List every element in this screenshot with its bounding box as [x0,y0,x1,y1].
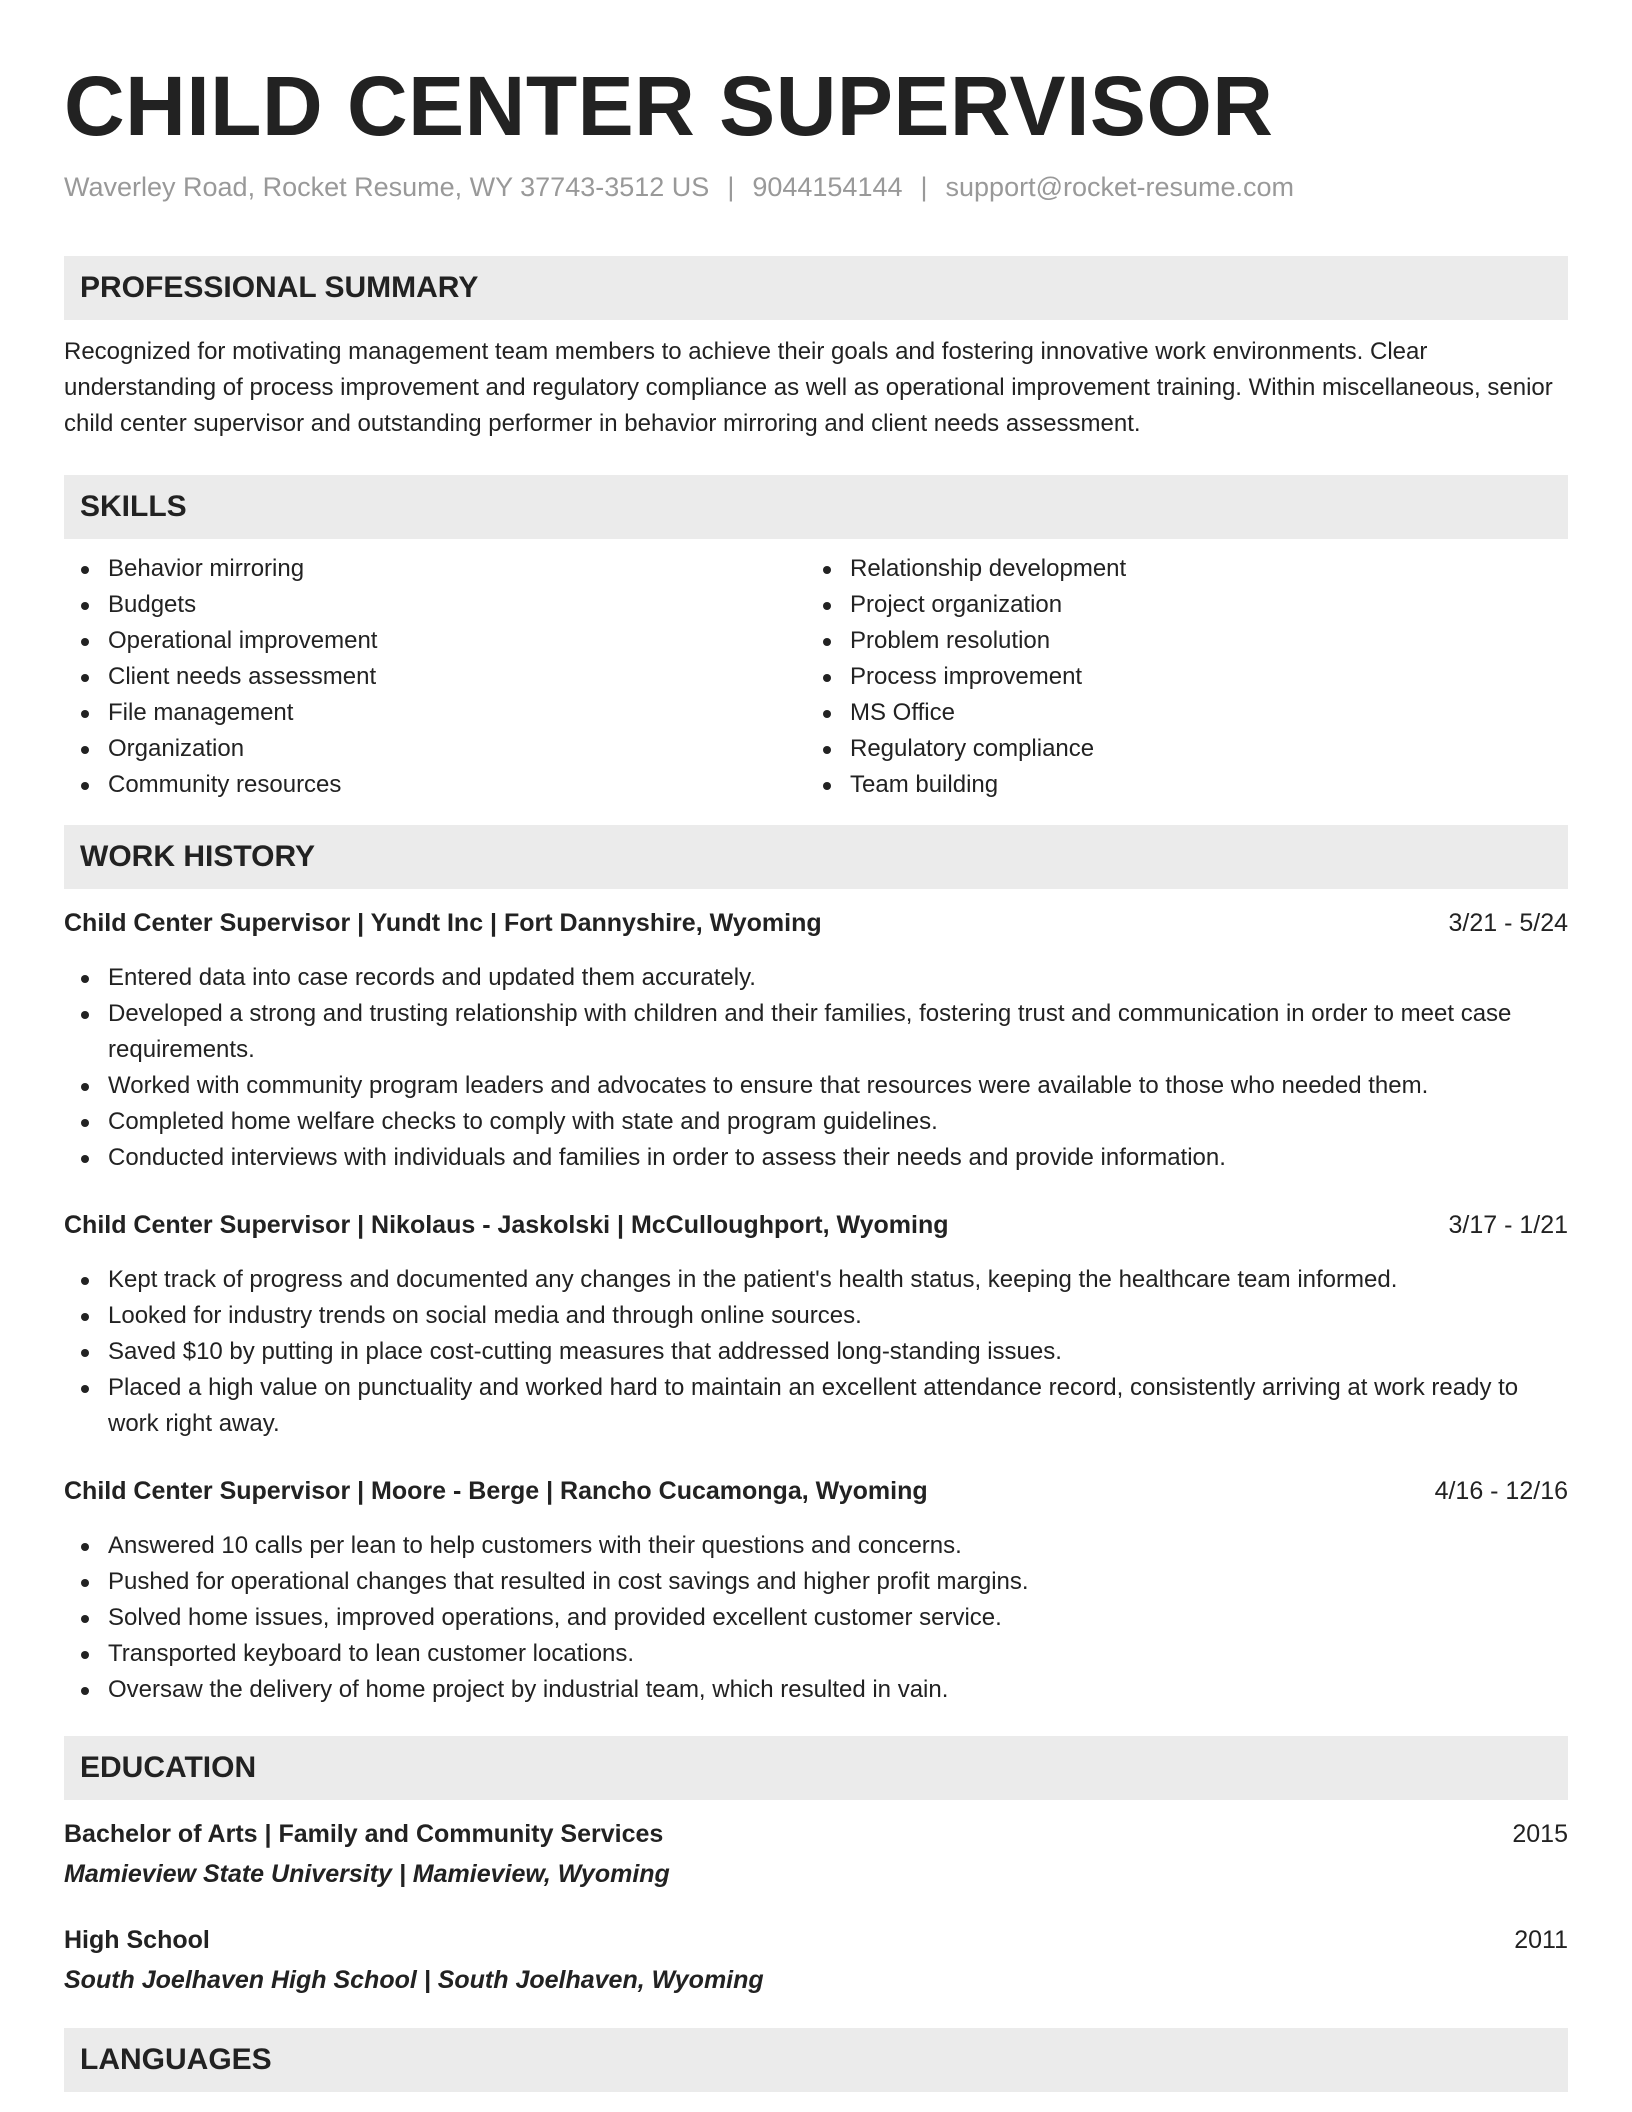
skill-item: Project organization [806,587,1548,623]
skills-column-left [64,551,806,803]
job-bullet: Entered data into case records and updated them accurately. [64,960,1568,996]
job-bullet: Placed a high value on punctuality and worked hard to maintain an excellent attendance record, consistently arriving at work ready to work right away. [64,1370,1568,1442]
job-dates: 4/16 - 12/16 [1434,1477,1568,1505]
job-bullet: Saved $10 by putting in place cost-cutting measures that addressed long-standing issues. [64,1334,1568,1370]
contact-separator: | [727,172,735,202]
skill-item: Client needs assessment [64,659,806,695]
job-bullet: Transported keyboard to lean customer locations. [64,1636,1568,1672]
education-school: Mamieview State University | Mamieview, Wyoming [64,1860,670,1888]
job-bullet: Looked for industry trends on social media and through online sources. [64,1298,1568,1334]
contact-email: support@rocket-resume.com [945,172,1295,202]
education-entry [64,1922,1568,1998]
candidate-name: CHILD CENTER SUPERVISOR [64,59,1274,153]
skill-item: Problem resolution [806,623,1548,659]
summary-text: Recognized for motivating management team members to achieve their goals and fostering innovative work environments. Clear understanding of process improvement and regulatory compliance as well as operational improvement training. Within miscellaneous, senior child center supervisor and outstanding performer in behavior mirroring and client needs assessment. [64,338,1553,437]
skills-column-right [806,551,1548,803]
languages-heading: LANGUAGES [64,2028,1568,2092]
education-year: 2015 [1512,1820,1568,1848]
skill-item: Budgets [64,587,806,623]
job-dates: 3/21 - 5/24 [1448,909,1568,937]
job-bullets [64,960,1568,1176]
skills-heading: SKILLS [64,475,1568,539]
job-bullet: Completed home welfare checks to comply with state and program guidelines. [64,1104,1568,1140]
job-entry [64,1207,1568,1442]
skill-item: Organization [64,731,806,767]
skill-item: Community resources [64,767,806,803]
job-bullet: Oversaw the delivery of home project by industrial team, which resulted in vain. [64,1672,1568,1708]
education-header [64,1816,1568,1852]
skill-item: Operational improvement [64,623,806,659]
job-bullet: Answered 10 calls per lean to help customers with their questions and concerns. [64,1528,1568,1564]
job-title: Child Center Supervisor | Yundt Inc | Fort Dannyshire, Wyoming [64,909,822,937]
job-bullet: Conducted interviews with individuals and families in order to assess their needs and provide information. [64,1140,1568,1176]
job-entry [64,1473,1568,1708]
education-degree: Bachelor of Arts | Family and Community Services [64,1820,664,1848]
summary-heading: PROFESSIONAL SUMMARY [64,256,1568,320]
work-history-heading: WORK HISTORY [64,825,1568,889]
contact-separator: | [920,172,928,202]
job-bullets [64,1528,1568,1708]
contact-address: Waverley Road, Rocket Resume, WY 37743-3512 US [64,172,710,202]
job-title: Child Center Supervisor | Moore - Berge | Rancho Cucamonga, Wyoming [64,1477,928,1505]
education-degree: High School [64,1926,210,1954]
job-entry [64,905,1568,1176]
education-year: 2011 [1514,1926,1568,1954]
job-header [64,905,1568,941]
education-school: South Joelhaven High School | South Joelhaven, Wyoming [64,1966,764,1994]
contact-phone: 9044154144 [752,172,903,202]
job-header [64,1473,1568,1509]
contact-line [64,170,1568,204]
job-title: Child Center Supervisor | Nikolaus - Jaskolski | McCulloughport, Wyoming [64,1211,949,1239]
job-bullet: Worked with community program leaders and advocates to ensure that resources were available to those who needed them. [64,1068,1568,1104]
skill-item: Behavior mirroring [64,551,806,587]
job-bullet: Pushed for operational changes that resulted in cost savings and higher profit margins. [64,1564,1568,1600]
job-bullet: Kept track of progress and documented any changes in the patient's health status, keeping the healthcare team informed. [64,1262,1568,1298]
skill-item: File management [64,695,806,731]
education-header [64,1922,1568,1958]
job-dates: 3/17 - 1/21 [1448,1211,1568,1239]
job-header [64,1207,1568,1243]
skill-item: Process improvement [806,659,1548,695]
job-bullet: Solved home issues, improved operations, and provided excellent customer service. [64,1600,1568,1636]
skill-item: Relationship development [806,551,1548,587]
education-entry [64,1816,1568,1892]
job-bullet: Developed a strong and trusting relationship with children and their families, fostering trust and communication in order to meet case requirements. [64,996,1568,1068]
skills-list [64,551,1568,803]
job-bullets [64,1262,1568,1442]
skill-item: Team building [806,767,1548,803]
skill-item: Regulatory compliance [806,731,1548,767]
education-heading: EDUCATION [64,1736,1568,1800]
skill-item: MS Office [806,695,1548,731]
